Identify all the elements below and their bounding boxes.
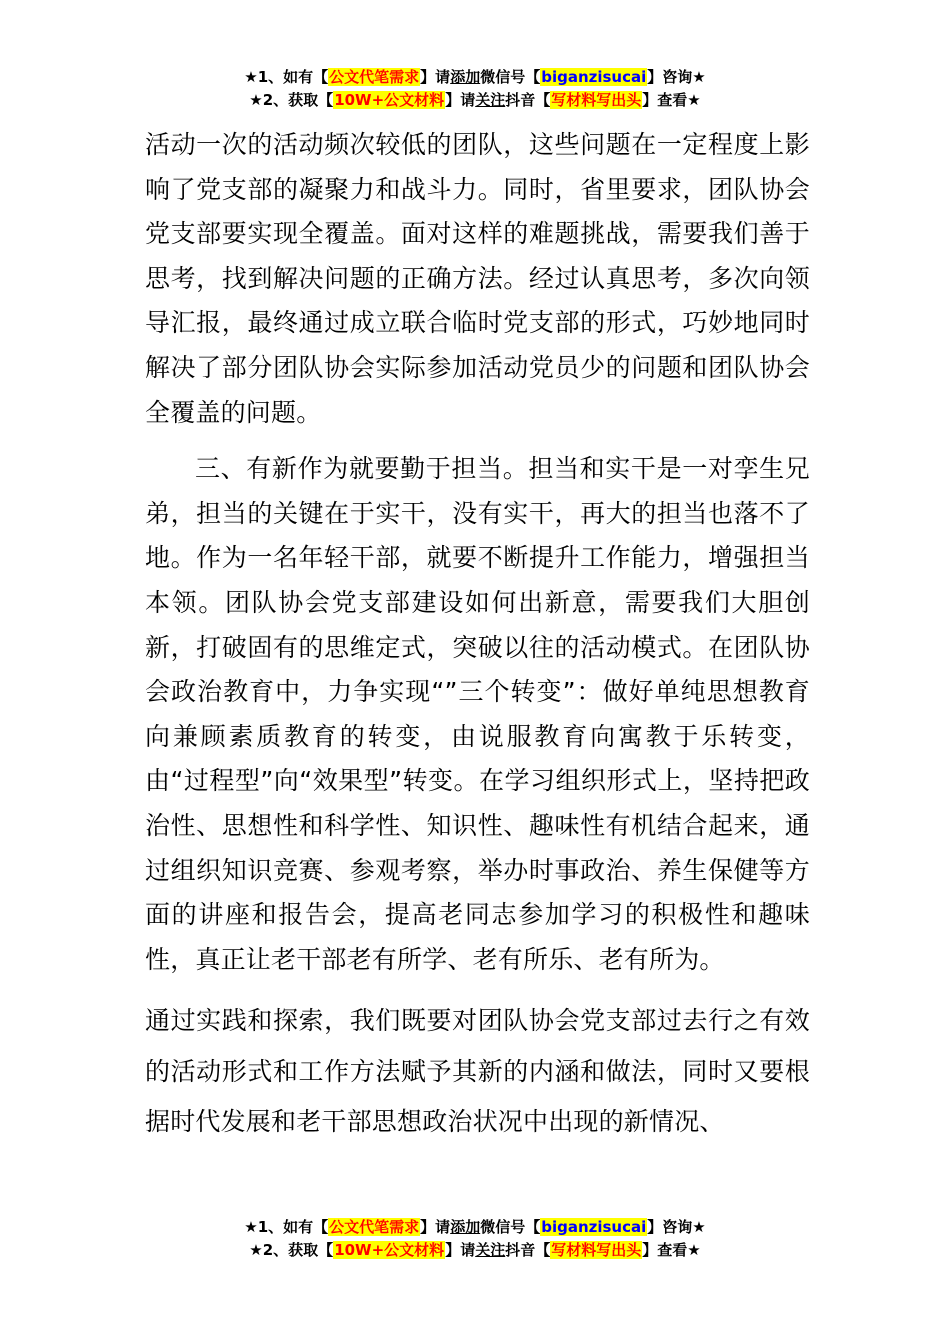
header-line-2-mid2: 抖音【 xyxy=(505,91,551,109)
footer-line-2-highlight-douyin: 写材料写出头 xyxy=(551,1241,642,1259)
footer-line-1-suffix: 】咨询★ xyxy=(647,1218,706,1236)
footer-line-1 xyxy=(0,1216,950,1239)
footer-line-1-prefix: ★1、如有【 xyxy=(244,1218,329,1236)
header-line-2 xyxy=(0,89,950,112)
header-line-1-emphasis: 添加 xyxy=(450,68,481,86)
footer-line-1-mid2: 微信号【 xyxy=(480,1218,541,1236)
footer-line-1-mid: 】请 xyxy=(420,1218,451,1236)
header-line-2-emphasis: 关注 xyxy=(475,91,506,109)
footer-line-2-mid: 】请 xyxy=(445,1241,476,1259)
paragraph-2: 三、有新作为就要勤于担当。担当和实干是一对孪生兄弟，担当的关键在于实干，没有实干，再大的担当也落不了地。作为一名年轻干部，就要不断提升工作能力，增强担当本领。团队协会党支部建设如何出新意，需要我们大胆创新，打破固有的思维定式，突破以往的活动模式。在团队协会政治教育中，力争实现“”三个转变”：做好单纯思想教育向兼顾素质教育的转变，由说服教育向寓教于乐转变，由“过程型”向“效果型”转变。在学习组织形式上，坚持把政治性、思想性和科学性、知识性、趣味性有机结合起来，通过组织知识竞赛、参观考察，举办时事政治、养生保健等方面的讲座和报告会，提高老同志参加学习的积极性和趣味性，真正让老干部老有所学、老有所乐、老有所为。 xyxy=(145,454,810,974)
footer-line-2-emphasis: 关注 xyxy=(475,1241,506,1259)
header-line-2-prefix: ★2、获取【 xyxy=(249,91,334,109)
header-line-1 xyxy=(0,66,950,89)
header-line-1-mid: 】请 xyxy=(420,68,451,86)
header-line-1-prefix: ★1、如有【 xyxy=(244,68,329,86)
header-line-2-suffix: 】查看★ xyxy=(642,91,701,109)
footer-line-2-highlight-materials: 10W+公文材料 xyxy=(334,1241,445,1259)
header-line-2-highlight-materials: 10W+公文材料 xyxy=(334,91,445,109)
header-banner xyxy=(0,66,950,112)
footer-line-1-highlight-wechat: biganzisucai xyxy=(541,1218,647,1236)
header-line-1-highlight-wechat: biganzisucai xyxy=(541,68,647,86)
header-line-2-mid: 】请 xyxy=(445,91,476,109)
document-body xyxy=(145,123,810,1148)
footer-banner xyxy=(0,1216,950,1262)
header-line-2-highlight-douyin: 写材料写出头 xyxy=(551,91,642,109)
footer-line-2 xyxy=(0,1239,950,1262)
footer-line-2-mid2: 抖音【 xyxy=(505,1241,551,1259)
header-line-1-highlight-service: 公文代笔需求 xyxy=(329,68,420,86)
footer-line-1-highlight-service: 公文代笔需求 xyxy=(329,1218,420,1236)
paragraph-1: 活动一次的活动频次较低的团队，这些问题在一定程度上影响了党支部的凝聚力和战斗力。同时，省里要求，团队协会党支部要实现全覆盖。面对这样的难题挑战，需要我们善于思考，找到解决问题的正确方法。经过认真思考，多次向领导汇报，最终通过成立联合临时党支部的形式，巧妙地同时解决了部分团队协会实际参加活动党员少的问题和团队协会全覆盖的问题。 xyxy=(145,130,810,427)
footer-line-2-suffix: 】查看★ xyxy=(642,1241,701,1259)
footer-line-1-emphasis: 添加 xyxy=(450,1218,481,1236)
header-line-1-suffix: 】咨询★ xyxy=(647,68,706,86)
footer-line-2-prefix: ★2、获取【 xyxy=(249,1241,334,1259)
paragraph-3: 通过实践和探索，我们既要对团队协会党支部过去行之有效的活动形式和工作方法赋予其新的内涵和做法，同时又要根据时代发展和老干部思想政治状况中出现的新情况、 xyxy=(145,1006,810,1137)
header-line-1-mid2: 微信号【 xyxy=(480,68,541,86)
